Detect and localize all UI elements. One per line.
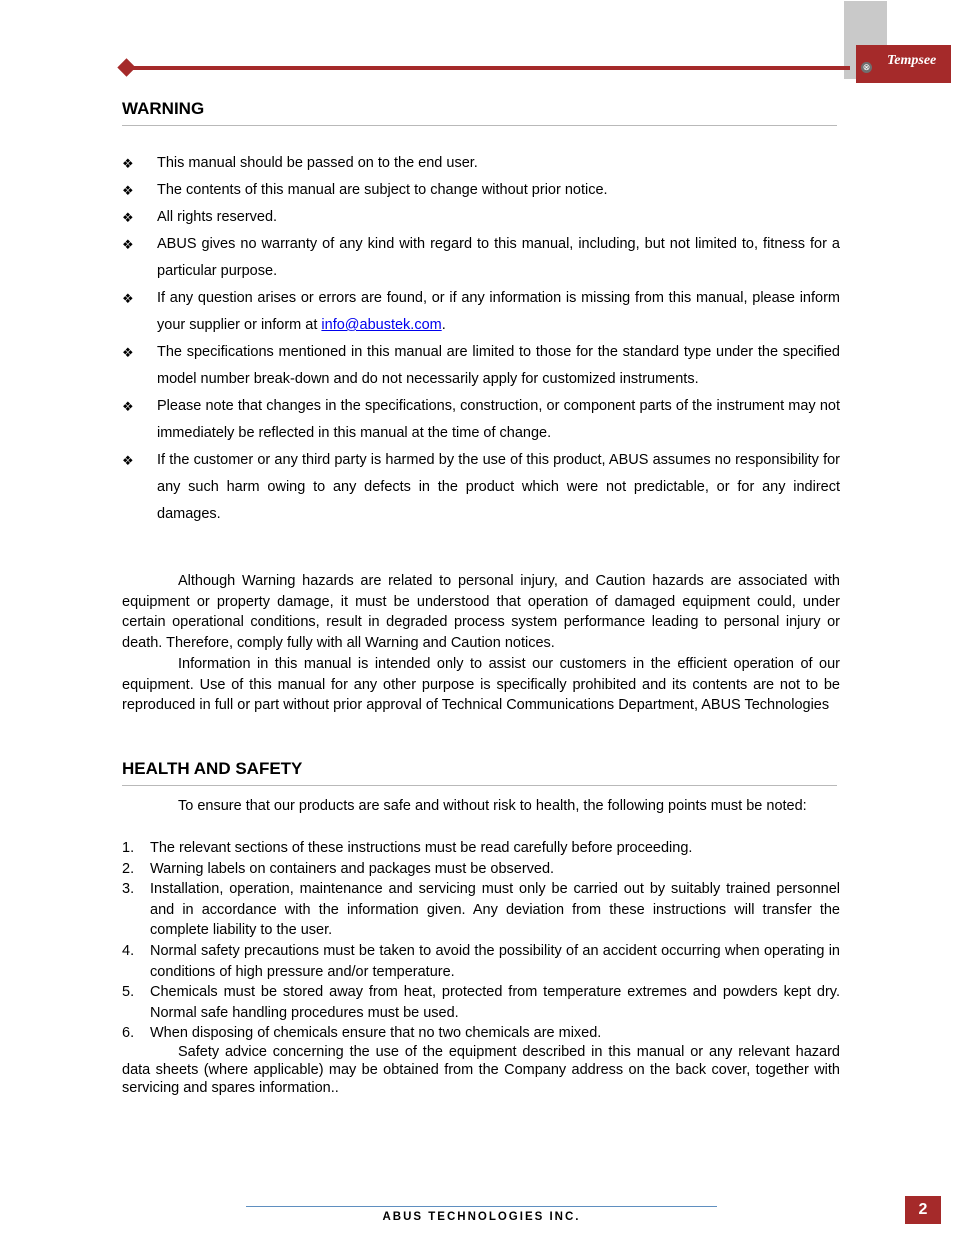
header-rule bbox=[125, 66, 850, 70]
warning-item: ❖ The specifications mentioned in this manual are limited to those for the standard type under the specified model number break-down and do not necessarily apply for customized instruments. bbox=[122, 339, 840, 393]
warning-item: ❖ If the customer or any third party is harmed by the use of this product, ABUS assumes no responsibility for any such harm owing to any defects in the product which were not predictable, or for any indirect damages. bbox=[122, 447, 840, 528]
warning-item: ❖ The contents of this manual are subject to change without prior notice. bbox=[122, 177, 840, 204]
warning-item: ❖ ABUS gives no warranty of any kind with regard to this manual, including, but not limited to, fitness for a particular purpose. bbox=[122, 231, 840, 285]
health-safety-rule bbox=[122, 785, 837, 786]
health-item: 3. Installation, operation, maintenance and servicing must only be carried out by suitably trained personnel and in accordance with the information given. Any deviation from these instructions will transfer the complete liability to the user. bbox=[122, 881, 840, 939]
diamond-bullet-icon: ❖ bbox=[122, 156, 134, 171]
diamond-bullet-icon: ❖ bbox=[122, 453, 134, 468]
diamond-bullet-icon: ❖ bbox=[122, 237, 134, 252]
page-number: 2 bbox=[905, 1196, 941, 1224]
health-item: 6. When disposing of chemicals ensure that no two chemicals are mixed. bbox=[122, 1025, 602, 1042]
health-item: 2. Warning labels on containers and packages must be observed. bbox=[122, 860, 555, 877]
warning-item: ❖ Please note that changes in the specifications, construction, or component parts of the instrument may not immediately be reflected in this manual at the time of change. bbox=[122, 393, 840, 447]
tab-knob-icon: ⊗ bbox=[862, 62, 871, 72]
health-closing: Safety advice concerning the use of the equipment described in this manual or any relevant hazard data sheets (where applicable) may be obtained from the Company address on the back cover, together with servicing and spares information.. bbox=[122, 1044, 840, 1096]
support-email-link[interactable]: info@abustek.com bbox=[321, 317, 442, 333]
footer-rule bbox=[246, 1206, 717, 1207]
warning-item: ❖ This manual should be passed on to the end user. bbox=[122, 150, 840, 177]
warning-paragraph-1: Although Warning hazards are related to personal injury, and Caution hazards are associated with equipment or property damage, it must be understood that operation of damaged equipment could, under certain operational conditions, result in degraded process system performance leading to personal injury or death. Therefore, comply fully with all Warning and Caution notices. bbox=[122, 573, 840, 651]
health-item: 1. The relevant sections of these instructions must be read carefully before proceeding. bbox=[122, 840, 693, 856]
health-intro: To ensure that our products are safe and without risk to health, the following points must be noted: bbox=[178, 798, 807, 814]
warning-rule bbox=[122, 125, 837, 126]
warning-item: ❖ All rights reserved. bbox=[122, 204, 840, 231]
health-safety-list bbox=[122, 838, 840, 1044]
health-item: 4. Normal safety precautions must be taken to avoid the possibility of an accident occurring when operating in conditions of high pressure and/or temperature. bbox=[122, 942, 840, 980]
diamond-bullet-icon: ❖ bbox=[122, 399, 134, 414]
warning-item: ❖ If any question arises or errors are found, or if any information is missing from this manual, please inform your supplier or inform at info@abustek.com. bbox=[122, 285, 840, 339]
brand-name: Tempsee bbox=[887, 53, 937, 68]
header-diamond-icon bbox=[117, 58, 135, 76]
health-safety-heading: HEALTH AND SAFETY bbox=[122, 759, 303, 778]
diamond-bullet-icon: ❖ bbox=[122, 345, 134, 360]
diamond-bullet-icon: ❖ bbox=[122, 291, 134, 306]
footer-company: ABUS TECHNOLOGIES INC. bbox=[382, 1211, 581, 1223]
warning-paragraph-2: Information in this manual is intended only to assist our customers in the efficient operation of our equipment. Use of this manual for any other purpose is specifically prohibited and its contents are not to be reproduced in full or part without prior approval of Technical Communications Department, ABUS Technologies bbox=[122, 656, 840, 714]
diamond-bullet-icon: ❖ bbox=[122, 183, 134, 198]
warning-heading: WARNING bbox=[122, 99, 205, 118]
diamond-bullet-icon: ❖ bbox=[122, 210, 134, 225]
health-item: 5. Chemicals must be stored away from heat, protected from temperature extremes and powders kept dry. Normal safe handling procedures must be used. bbox=[122, 984, 840, 1021]
warning-list bbox=[122, 150, 840, 528]
